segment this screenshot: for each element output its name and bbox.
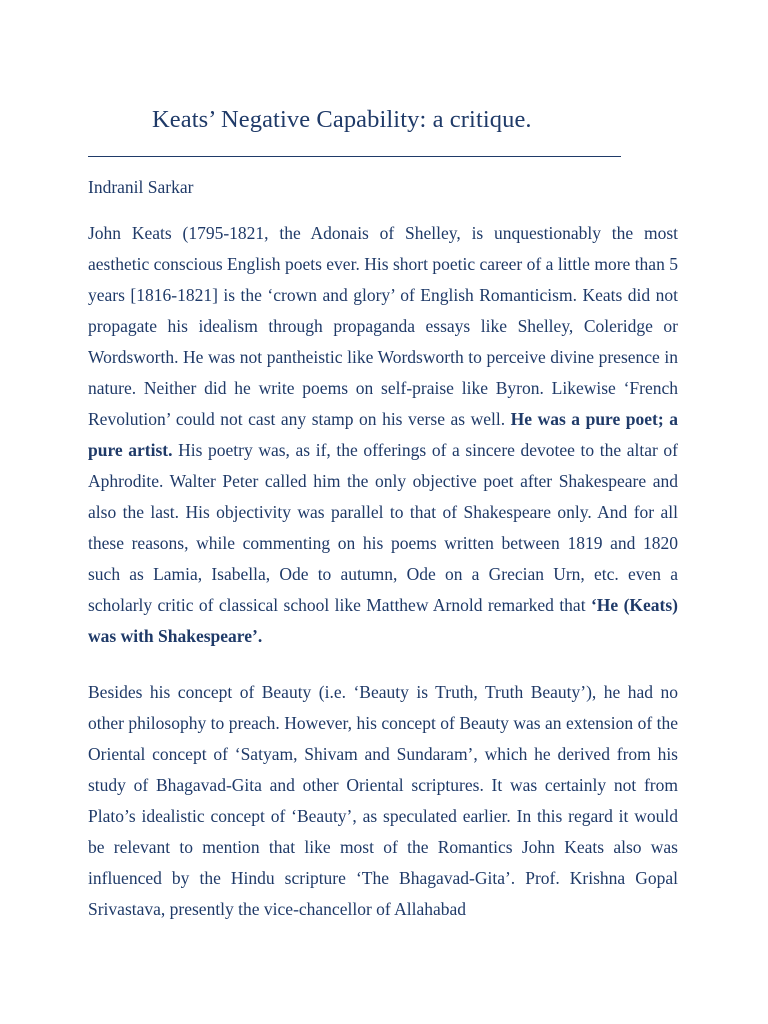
body-paragraph-2: Besides his concept of Beauty (i.e. ‘Beauty is Truth, Truth Beauty’), he had no other philosophy to preach. However, his concept of Beauty was an extension of the Oriental concept of ‘Satyam, Shivam and Sundaram’, which he derived from his study of Bhagavad-Gita and other Oriental scriptures. It was certainly not from Plato’s idealistic concept of ‘Beauty’, as speculated earlier. In this regard it would be relevant to mention that like most of the Romantics John Keats also was influenced by the Hindu scripture ‘The Bhagavad-Gita’. Prof. Krishna Gopal Srivastava, presently the vice-chancellor of Allahabad (88, 682, 678, 919)
document-title: Keats’ Negative Capability: a critique. (152, 106, 532, 133)
paragraph-1-bold-b: ‘He (Keats) was with Shakespeare’. (88, 595, 678, 646)
body-paragraph-1 (88, 218, 678, 652)
paragraph-1-bold-a: He was a pure poet; a pure artist. (88, 409, 679, 460)
author-name: Indranil Sarkar (88, 177, 194, 197)
title-divider (88, 156, 621, 157)
paragraph-1-text-b: His poetry was, as if, the offerings of a sincere devotee to the altar of Aphrodite. Walter Peter called him the only objective poet after Shakespeare and also the last. His objectivity was parallel to that of Shakespeare only. And for all these reasons, while commenting on his poems written between 1819 and 1820 such as Lamia, Isabella, Ode to autumn, Ode on a Grecian Urn, etc. even a scholarly critic of classical school like Matthew Arnold remarked that (88, 440, 679, 615)
paragraph-1-text-a: John Keats (1795-1821, the Adonais of Shelley, is unquestionably the most aesthetic conscious English poets ever. His short poetic career of a little more than 5 years [1816-1821] is the ‘crown and glory’ of English Romanticism. Keats did not propagate his idealism through propaganda essays like Shelley, Coleridge or Wordsworth. He was not pantheistic like Wordsworth to perceive divine presence in nature. Neither did he write poems on self-praise like Byron. Likewise ‘French Revolution’ could not cast any stamp on his verse as well. (88, 223, 678, 429)
